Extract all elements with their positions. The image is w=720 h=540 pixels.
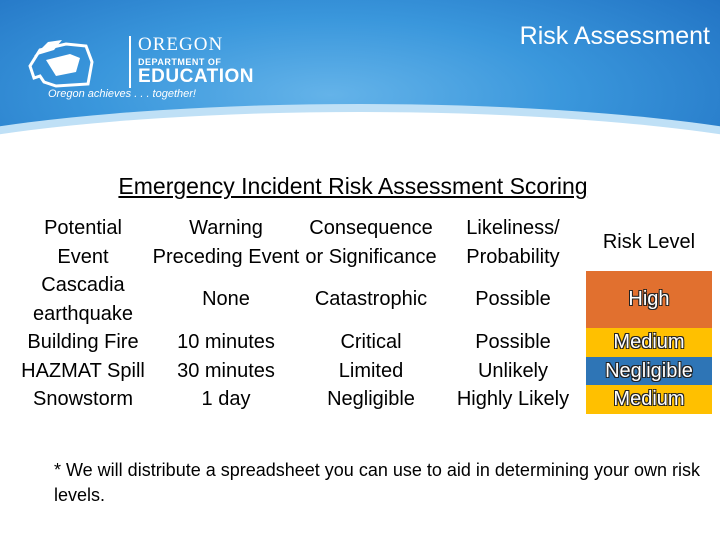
header-potential-event: Potential Event	[16, 214, 150, 271]
event-cell: HAZMAT Spill	[16, 357, 150, 386]
oregon-map-icon	[26, 36, 102, 92]
consequence-cell: Negligible	[302, 385, 440, 414]
risk-level-cell: High	[586, 271, 712, 328]
consequence-cell: Limited	[302, 357, 440, 386]
logo-education-text: EDUCATION	[138, 66, 255, 87]
table-row	[16, 328, 712, 357]
table-row	[16, 271, 712, 328]
consequence-cell: Catastrophic	[302, 271, 440, 328]
risk-assessment-table	[16, 214, 712, 414]
table-row	[16, 357, 712, 386]
risk-level-cell: Negligible	[586, 357, 712, 386]
slide-title: Risk Assessment	[519, 22, 710, 50]
consequence-cell: Critical	[302, 328, 440, 357]
likeliness-cell: Unlikely	[440, 357, 586, 386]
header-likeliness: Likeliness/ Probability	[440, 214, 586, 271]
likeliness-cell: Possible	[440, 328, 586, 357]
logo-oregon-text: OREGON	[138, 34, 224, 55]
footnote: * We will distribute a spreadsheet you can use to aid in determining your own risk levels.	[54, 460, 700, 505]
logo-tagline: Oregon achieves . . . together!	[48, 88, 196, 100]
header-consequence: Consequence or Significance	[302, 214, 440, 271]
header-banner	[0, 0, 720, 162]
oregon-education-logo	[26, 30, 286, 110]
event-cell: Cascadia earthquake	[16, 271, 150, 328]
warning-cell: 1 day	[150, 385, 302, 414]
logo-divider	[129, 36, 131, 88]
header-risk-level: Risk Level	[586, 214, 712, 271]
logo-department-text: DEPARTMENT OF	[138, 57, 222, 67]
likeliness-cell: Highly Likely	[440, 385, 586, 414]
risk-level-cell: Medium	[586, 385, 712, 414]
warning-cell: 10 minutes	[150, 328, 302, 357]
warning-cell: None	[150, 271, 302, 328]
table-subtitle: Emergency Incident Risk Assessment Scoring	[118, 173, 588, 199]
likeliness-cell: Possible	[440, 271, 586, 328]
risk-level-cell: Medium	[586, 328, 712, 357]
event-cell: Building Fire	[16, 328, 150, 357]
header-warning: Warning Preceding Event	[150, 214, 302, 271]
warning-cell: 30 minutes	[150, 357, 302, 386]
table-row	[16, 385, 712, 414]
table-header-row	[16, 214, 712, 271]
event-cell: Snowstorm	[16, 385, 150, 414]
